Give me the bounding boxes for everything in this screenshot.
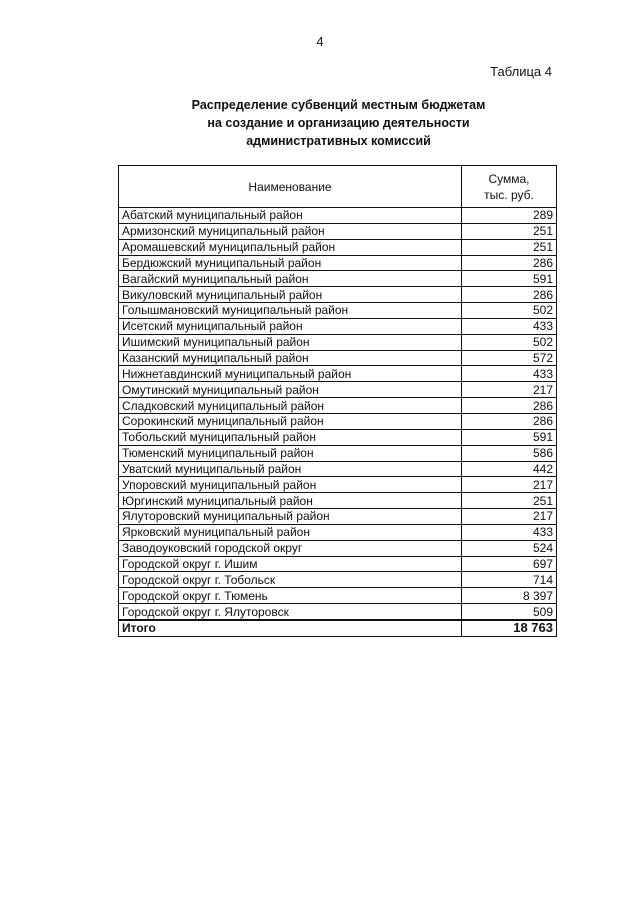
table-row bbox=[119, 477, 557, 493]
page-number: 4 bbox=[316, 34, 324, 49]
row-name: Бердюжский муниципальный район bbox=[119, 255, 462, 271]
total-sum: 18 763 bbox=[462, 620, 557, 636]
row-name: Ишимский муниципальный район bbox=[119, 334, 462, 350]
table-title-line: на создание и организацию деятельности bbox=[207, 116, 470, 130]
table-row bbox=[119, 287, 557, 303]
row-name: Тобольский муниципальный район bbox=[119, 429, 462, 445]
row-sum: 286 bbox=[462, 398, 557, 414]
row-sum: 572 bbox=[462, 350, 557, 366]
row-name: Ялуторовский муниципальный район bbox=[119, 509, 462, 525]
row-name: Сорокинский муниципальный район bbox=[119, 413, 462, 429]
table-row bbox=[119, 540, 557, 556]
row-sum: 286 bbox=[462, 255, 557, 271]
row-sum: 286 bbox=[462, 287, 557, 303]
table-row bbox=[119, 366, 557, 382]
row-sum: 433 bbox=[462, 318, 557, 334]
header-name: Наименование bbox=[119, 166, 462, 208]
table-row bbox=[119, 239, 557, 255]
row-sum: 502 bbox=[462, 334, 557, 350]
header-sum-line2: тыс. руб. bbox=[484, 187, 534, 202]
row-sum: 217 bbox=[462, 382, 557, 398]
row-sum: 509 bbox=[462, 604, 557, 620]
table-row bbox=[119, 398, 557, 414]
row-name: Упоровский муниципальный район bbox=[119, 477, 462, 493]
table-row bbox=[119, 493, 557, 509]
table-row bbox=[119, 350, 557, 366]
row-sum: 591 bbox=[462, 271, 557, 287]
table-title bbox=[120, 96, 557, 150]
row-sum: 502 bbox=[462, 303, 557, 319]
row-name: Заводоуковский городской округ bbox=[119, 540, 462, 556]
table-header-row bbox=[119, 166, 557, 208]
row-name: Ярковский муниципальный район bbox=[119, 524, 462, 540]
row-sum: 714 bbox=[462, 572, 557, 588]
table-row bbox=[119, 413, 557, 429]
table-row bbox=[119, 208, 557, 224]
row-sum: 251 bbox=[462, 223, 557, 239]
row-sum: 586 bbox=[462, 445, 557, 461]
row-name: Вагайский муниципальный район bbox=[119, 271, 462, 287]
table-row bbox=[119, 429, 557, 445]
table-label: Таблица 4 bbox=[490, 64, 552, 79]
table-row bbox=[119, 445, 557, 461]
row-name: Сладковский муниципальный район bbox=[119, 398, 462, 414]
table-row bbox=[119, 509, 557, 525]
table-row bbox=[119, 572, 557, 588]
row-sum: 524 bbox=[462, 540, 557, 556]
row-name: Омутинский муниципальный район bbox=[119, 382, 462, 398]
row-sum: 697 bbox=[462, 556, 557, 572]
row-sum: 217 bbox=[462, 509, 557, 525]
row-sum: 442 bbox=[462, 461, 557, 477]
table-row bbox=[119, 604, 557, 620]
header-sum bbox=[462, 166, 557, 208]
row-sum: 591 bbox=[462, 429, 557, 445]
table-row bbox=[119, 382, 557, 398]
table-row bbox=[119, 255, 557, 271]
row-name: Городской округ г. Ишим bbox=[119, 556, 462, 572]
table-row bbox=[119, 524, 557, 540]
total-row bbox=[119, 620, 557, 636]
row-sum: 8 397 bbox=[462, 588, 557, 604]
row-name: Юргинский муниципальный район bbox=[119, 493, 462, 509]
row-name: Голышмановский муниципальный район bbox=[119, 303, 462, 319]
row-sum: 289 bbox=[462, 208, 557, 224]
row-name: Казанский муниципальный район bbox=[119, 350, 462, 366]
table-row bbox=[119, 271, 557, 287]
row-name: Армизонский муниципальный район bbox=[119, 223, 462, 239]
row-sum: 217 bbox=[462, 477, 557, 493]
row-name: Уватский муниципальный район bbox=[119, 461, 462, 477]
table-body bbox=[119, 208, 557, 620]
row-name: Аромашевский муниципальный район bbox=[119, 239, 462, 255]
total-label: Итого bbox=[119, 620, 462, 636]
table-row bbox=[119, 303, 557, 319]
table-row bbox=[119, 461, 557, 477]
row-name: Городской округ г. Тюмень bbox=[119, 588, 462, 604]
row-sum: 433 bbox=[462, 524, 557, 540]
row-name: Городской округ г. Ялуторовск bbox=[119, 604, 462, 620]
row-name: Нижнетавдинский муниципальный район bbox=[119, 366, 462, 382]
row-sum: 433 bbox=[462, 366, 557, 382]
header-sum-line1: Сумма, bbox=[488, 171, 530, 186]
row-name: Абатский муниципальный район bbox=[119, 208, 462, 224]
subvention-table bbox=[118, 165, 557, 637]
table-row bbox=[119, 556, 557, 572]
table-row bbox=[119, 223, 557, 239]
row-name: Исетский муниципальный район bbox=[119, 318, 462, 334]
table-row bbox=[119, 318, 557, 334]
row-sum: 286 bbox=[462, 413, 557, 429]
row-sum: 251 bbox=[462, 493, 557, 509]
row-name: Городской округ г. Тобольск bbox=[119, 572, 462, 588]
row-name: Тюменский муниципальный район bbox=[119, 445, 462, 461]
table-title-line: Распределение субвенций местным бюджетам bbox=[191, 98, 486, 112]
row-sum: 251 bbox=[462, 239, 557, 255]
row-name: Викуловский муниципальный район bbox=[119, 287, 462, 303]
table-title-line: административных комиссий bbox=[246, 134, 431, 148]
table-row bbox=[119, 334, 557, 350]
table-row bbox=[119, 588, 557, 604]
